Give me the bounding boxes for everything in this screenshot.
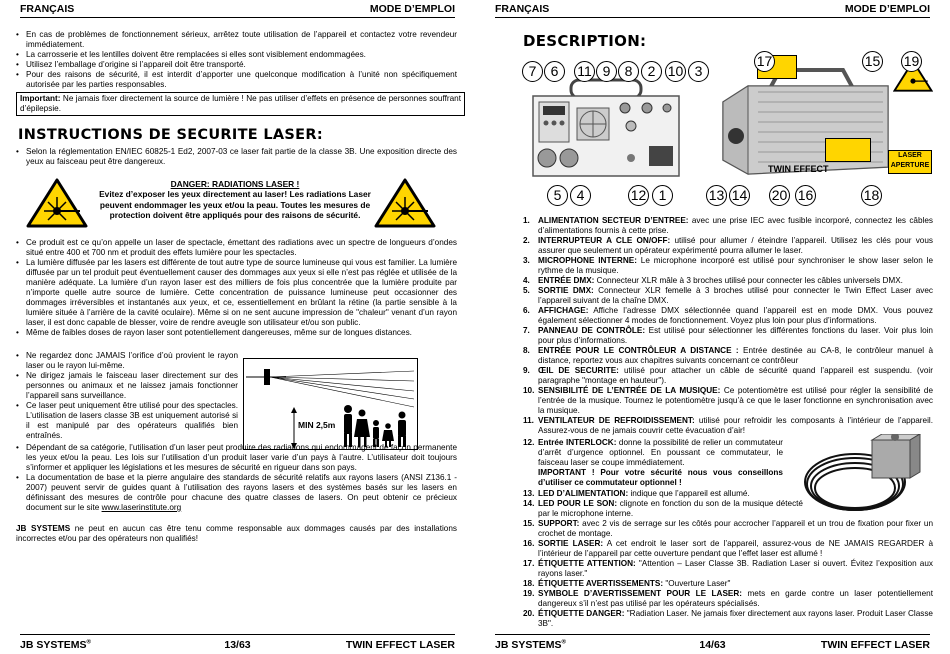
callout-4: 4 (570, 185, 591, 206)
registered-mark: ® (561, 639, 566, 646)
danger-title: DANGER: RADIATIONS LASER ! (170, 179, 300, 189)
danger-notice (95, 179, 375, 220)
list-item: • La carrosserie et les lentilles doivent être remplacées si elles sont visiblement endommagées. (16, 50, 457, 60)
disclaimer-brand: JB SYSTEMS (16, 524, 71, 533)
callout-13: 13 (706, 185, 727, 206)
list-item: 8. ENTRÉE POUR LE CONTRÔLEUR A DISTANCE : Entrée destinée au CA-8, le contrôleur manuel à distance, reportez vous aux chapitres suivants concernant ce contrôleur (523, 346, 934, 365)
footer-brand: JB SYSTEMS (495, 639, 562, 651)
list-item: • Ce laser peut uniquement être utilisé pour des spectacles. L’utilisation de lasers classe 3B est uniquement autorisé si il est manipulé par des opérateurs qualifiés bien entraînés. (16, 401, 238, 441)
callout-17: 17 (754, 51, 775, 72)
important-text: Ne jamais fixer directement la source de lumière ! Ne pas utiliser d’effets en présence de personnes souffrant d’épilepsie. (20, 94, 461, 113)
callout-11: 11 (574, 61, 595, 82)
laser-info-bullet-list (16, 238, 457, 338)
min-height-illustration (243, 358, 418, 450)
callout-5: 5 (547, 185, 568, 206)
laser-warning-right-icon (374, 178, 436, 228)
callout-6: 6 (544, 61, 565, 82)
list-item: 1. ALIMENTATION SECTEUR D’ENTREE: avec une prise IEC avec fusible incorporé, connectez les câbles d’alimentations fournis à cette prise. (523, 216, 933, 235)
language-label: FRANÇAIS (20, 3, 75, 15)
list-item: 13. LED D’ALIMENTATION: indique que l’appareil est allumé. (523, 489, 750, 498)
safety-bullet-list (16, 147, 457, 167)
interlock-note: IMPORTANT ! Pour votre sécurité nous vous conseillons d’utiliser ce commutateur optionnel ! (538, 468, 783, 487)
list-item: • Pour des raisons de sécurité, il est interdit d’apporter une quelconque modification à l’unité non spécifiquement autorisée par les parties responsables. (16, 70, 457, 90)
list-item: 7. PANNEAU DE CONTRÔLE: Est utilisé pour sélectionner les différentes fonctions du laser. Voir plus loin pour plus d’informations. (523, 326, 933, 345)
list-item: • Utilisez l’emballage d’origine si l’appareil doit être transporté. (16, 60, 457, 70)
important-notice (16, 92, 465, 116)
list-item: 12. Entrée INTERLOCK: donne la possibilité de relier un commutateur d’arrêt d’urgence optionnel. En poussant ce commutateur, le faisceau laser se coupe immédiatement. IMPORTANT ! Pour votre sécurité nous vous conseillons d’utiliser ce commutateur optionnel ! (523, 438, 783, 487)
callout-12: 12 (628, 185, 649, 206)
important-label: Important: (20, 94, 61, 103)
danger-text: Evitez d’exposer les yeux directement au laser! Les radiations Laser peuvent endommager les yeux et/ou la peau. Toutes les mesures de protection doivent être appliqués pour des raisons de sécurité. (99, 189, 371, 220)
footer-product: TWIN EFFECT LASER (345, 639, 455, 651)
list-item (16, 473, 457, 513)
callout-10: 10 (665, 61, 686, 82)
list-item: 16. SORTIE LASER: A cet endroit le laser sort de l’appareil, assurez-vous de NE JAMAIS REGARDER à l’intérieur de l’appareil par cette ouverture pendant que l’effet laser est allumé ! (523, 539, 933, 558)
callout-16: 16 (795, 185, 816, 206)
list-item: • Même de faibles doses de rayon laser sont potentiellement dangereuses, même sur de longues distances. (16, 328, 457, 338)
callout-9: 9 (596, 61, 617, 82)
list-item: 6. AFFICHAGE: Affiche l’adresse DMX sélectionnée quand l’appareil est en mode DMX. Vous pouvez également sélectionner 4 modes de fonctionnement. Voyez plus loin pour plus d’informations. (523, 306, 933, 325)
callout-2: 2 (641, 61, 662, 82)
safety-title: INSTRUCTIONS DE SECURITE LASER: (18, 127, 323, 143)
device-label: TWIN EFFECT (768, 164, 829, 174)
danger-sticker (825, 138, 871, 162)
description-title: DESCRIPTION: (523, 32, 647, 50)
disclaimer-text: ne peut en aucun cas être tenu comme responsable aux dommages causés par des installations incorrectes et/ou par des opérateurs non qualifiés! (16, 524, 457, 543)
list-item: 9. ŒIL DE SECURITE: utilisé pour attacher un câble de sécurité quand l’appareil est suspendu. (voir paragraphe "montage en hauteur"). (523, 366, 933, 385)
laser-aperture-sticker: LASER APERTURE (888, 150, 932, 174)
footer-brand: JB SYSTEMS (20, 639, 87, 651)
list-item: 14. LED POUR LE SON: clignote en fonction du son de la musique détecté par le microphone interne. (523, 499, 803, 518)
page-number: 14/63 (699, 639, 726, 651)
regulations-bullet-list (16, 443, 457, 513)
description-list (523, 216, 933, 436)
page-number: 13/63 (224, 639, 251, 651)
description-list-continued (523, 489, 933, 629)
list-item: 5. SORTIE DMX: Connecteur XLR femelle à 3 broches utilisé pour connecter le Twin Effect Laser avec l’appareil suivant de la chaîne DMX. (523, 286, 933, 305)
left-page-footer (20, 634, 455, 654)
list-item: 3. MICROPHONE INTERNE: Le microphone incorporé est utilisé pour synchroniser le show laser selon le rythme de la musique. (523, 256, 933, 275)
list-item: 17. ÉTIQUETTE ATTENTION: "Attention – Laser Classe 3B. Radiation Laser si ouvert. Évitez l’exposition aux rayons laser." (523, 559, 933, 578)
callout-15: 15 (862, 51, 883, 72)
laserinstitute-link[interactable]: www.laserinstitute.org (101, 503, 182, 512)
list-item: 10. SENSIBILITÉ DE L’ENTRÉE DE LA MUSIQUE: Ce potentiomètre est utilisé pour régler la sensibilité de l’entrée de la musique. Tournez le potentiomètre jusqu’à ce que le laser fonctionne en synchronisation avec la musique. (523, 386, 934, 415)
interlock-item (523, 438, 783, 488)
language-label: FRANÇAIS (495, 3, 550, 15)
left-page-header (20, 3, 455, 18)
list-item: • Selon la réglementation EN/IEC 60825-1 Ed2, 2007-03 ce laser fait partie de la classe 3B. Une exposition directe des yeux au faisceau peut être dangereux. (16, 147, 457, 167)
right-page (475, 0, 950, 654)
list-item: 15. SUPPORT: avec 2 vis de serrage sur les côtés pour accrocher l’appareil et un trou de fixation pour fixer un crochet de montage. (523, 519, 933, 538)
callout-3: 3 (688, 61, 709, 82)
safety-rules-bullet-list (16, 351, 238, 441)
list-item: • Ne regardez donc JAMAIS l’orifice d’où provient le rayon laser ou le rayon lui-même. (16, 351, 238, 371)
list-item: 2. INTERRUPTEUR A CLE ON/OFF: utilisé pour allumer / éteindre l’appareil. Utilisez les clés pour vous assurer que seulement un opérateur expérimenté pourra allumer le laser. (523, 236, 934, 255)
list-item: • Dépendant de sa catégorie, l’utilisation d’un laser peut produire des radiations qui endommagent de façon permanente les yeux et/ou la peau. Les lois sur l’utilisation d’un produit laser varie d’un pays à l’autre. L’utilisateur doit toujours s’informer et appliquer les législations et les mesures de sécurité en rigueur dans son pays. (16, 443, 457, 473)
footer-product: TWIN EFFECT LASER (820, 639, 930, 651)
list-item: • Ne dirigez jamais le faisceau laser directement sur des personnes ou animaux et ne laissez jamais fonctionner l’appareil sans surveillance. (16, 371, 238, 401)
list-item: 20. ÉTIQUETTE DANGER: "Radiation Laser. Ne jamais fixer directement aux rayons laser. Produit Laser Classe 3B". (523, 609, 933, 628)
manual-label: MODE D’EMPLOI (844, 3, 930, 15)
callout-7: 7 (522, 61, 543, 82)
callout-8: 8 (618, 61, 639, 82)
right-page-header (495, 3, 930, 18)
right-page-footer (495, 634, 930, 654)
laser-warning-left-icon (26, 178, 88, 228)
manual-label: MODE D’EMPLOI (369, 3, 455, 15)
list-item: • En cas de problèmes de fonctionnement sérieux, arrêtez toute utilisation de l’appareil et contactez votre revendeur immédiatement. (16, 30, 457, 50)
registered-mark: ® (86, 639, 91, 646)
standards-text: La documentation de base et la pierre angulaire des standards de sécurité relatifs aux rayons lasers (ANSI Z136.1 - 2007) peuvent servir de guides quant à l’utilisation des rayons lasers et des systèmes basés sur les lasers en définissant des mesures de contrôle pour chacune des quatre classes de lasers. On peut obtenir ce précieux document sur le site (26, 473, 457, 512)
intro-bullet-list (16, 30, 457, 90)
list-item: 19. SYMBOLE D’AVERTISSEMENT POUR LE LASER: mets en garde contre un laser potentiellement dangereux s’il n’est pas utilisé par les opérateurs spécialisés. (523, 589, 934, 608)
disclaimer (16, 524, 457, 544)
callout-20: 20 (769, 185, 790, 206)
min-height-label: MIN 2,5m (298, 420, 336, 430)
callout-1: 1 (652, 185, 673, 206)
list-item: 18. ÉTIQUETTE AVERTISSEMENTS: "Ouverture Laser" (523, 579, 731, 588)
callout-18: 18 (861, 185, 882, 206)
callout-14: 14 (729, 185, 750, 206)
list-item: 11. VENTILATEUR DE REFROIDISSEMENT: utilisé pour refroidir les composants à l’intérieur de l’appareil. Assurez-vous de ne jamais couvrir cette évacuation d’air! (523, 416, 933, 435)
list-item: 4. ENTRÉE DMX: Connecteur XLR mâle à 3 broches utilisé pour connecter les câbles universels DMX. (523, 276, 903, 285)
list-item: • Ce produit est ce qu’on appelle un laser de spectacle, émettant des radiations avec un spectre de longueurs d’ondes situé entre 400 et 700 nm et produit des effets lumière pour les spectacles. (16, 238, 457, 258)
rear-panel-drawing (531, 78, 681, 178)
callout-19: 19 (901, 51, 922, 72)
laser-audience-drawing (244, 359, 417, 449)
list-item: • La lumière diffusée par les lasers est différente de tout autre type de source lumineuse qui vous est familier. La lumière diffusée par un tel produit peut éventuellement causer des dommages aux yeux si elle n’est pas réglée et utilisée de la manière adéquate. La lumière d’un rayon laser est des milliers de fois plus concentrée que la lumière produite par n’importe quelle autre source de lumière. Cette concentration de puissance lumineuse peut occasionner des dommages irréversibles et instantanés aux yeux, et ce, essentiellement en brûlant la rétine (la partie sensible à la lumière située à l’arrière de la cavité oculaire). Même si on ne sent aucune impression de "chaleur" venant d’un rayon laser, il est donc capable de blesser, voire de rendre aveugle son utilisateur et/ou son public. (16, 258, 457, 328)
